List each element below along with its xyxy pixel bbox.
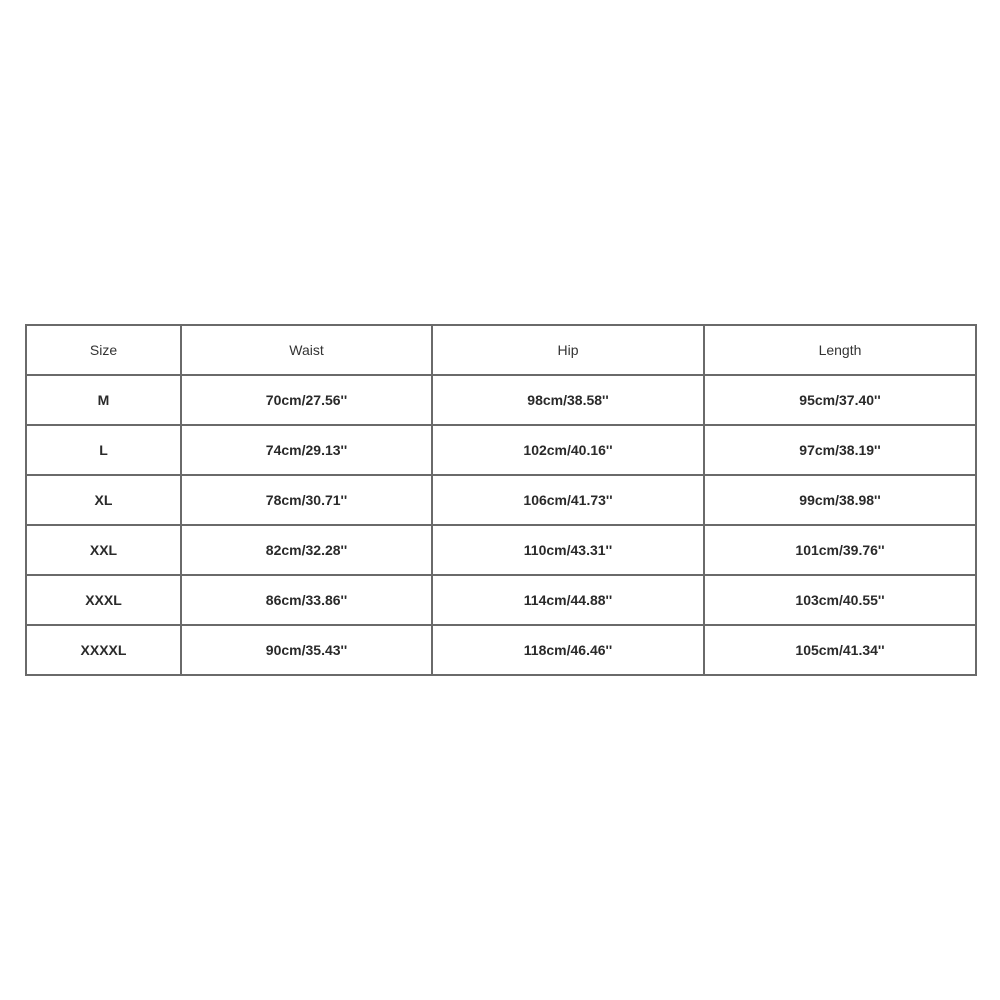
- table-row: [26, 475, 976, 525]
- cell-waist: 74cm/29.13'': [181, 425, 432, 475]
- header-length: Length: [704, 325, 976, 375]
- cell-waist: 78cm/30.71'': [181, 475, 432, 525]
- cell-length: 97cm/38.19'': [704, 425, 976, 475]
- cell-size: L: [26, 425, 181, 475]
- cell-length: 99cm/38.98'': [704, 475, 976, 525]
- header-row: [26, 325, 976, 375]
- cell-size: XXXXL: [26, 625, 181, 675]
- cell-hip: 102cm/40.16'': [432, 425, 704, 475]
- size-chart-table: [25, 324, 977, 676]
- header-size: Size: [26, 325, 181, 375]
- header-hip: Hip: [432, 325, 704, 375]
- cell-hip: 98cm/38.58'': [432, 375, 704, 425]
- cell-length: 101cm/39.76'': [704, 525, 976, 575]
- cell-length: 105cm/41.34'': [704, 625, 976, 675]
- cell-hip: 106cm/41.73'': [432, 475, 704, 525]
- cell-length: 103cm/40.55'': [704, 575, 976, 625]
- cell-waist: 86cm/33.86'': [181, 575, 432, 625]
- table-row: [26, 625, 976, 675]
- cell-waist: 70cm/27.56'': [181, 375, 432, 425]
- table-row: [26, 575, 976, 625]
- cell-size: M: [26, 375, 181, 425]
- cell-size: XL: [26, 475, 181, 525]
- table-row: [26, 375, 976, 425]
- cell-hip: 110cm/43.31'': [432, 525, 704, 575]
- cell-size: XXL: [26, 525, 181, 575]
- header-waist: Waist: [181, 325, 432, 375]
- cell-length: 95cm/37.40'': [704, 375, 976, 425]
- cell-waist: 82cm/32.28'': [181, 525, 432, 575]
- table-row: [26, 425, 976, 475]
- cell-hip: 118cm/46.46'': [432, 625, 704, 675]
- cell-size: XXXL: [26, 575, 181, 625]
- cell-waist: 90cm/35.43'': [181, 625, 432, 675]
- table-row: [26, 525, 976, 575]
- cell-hip: 114cm/44.88'': [432, 575, 704, 625]
